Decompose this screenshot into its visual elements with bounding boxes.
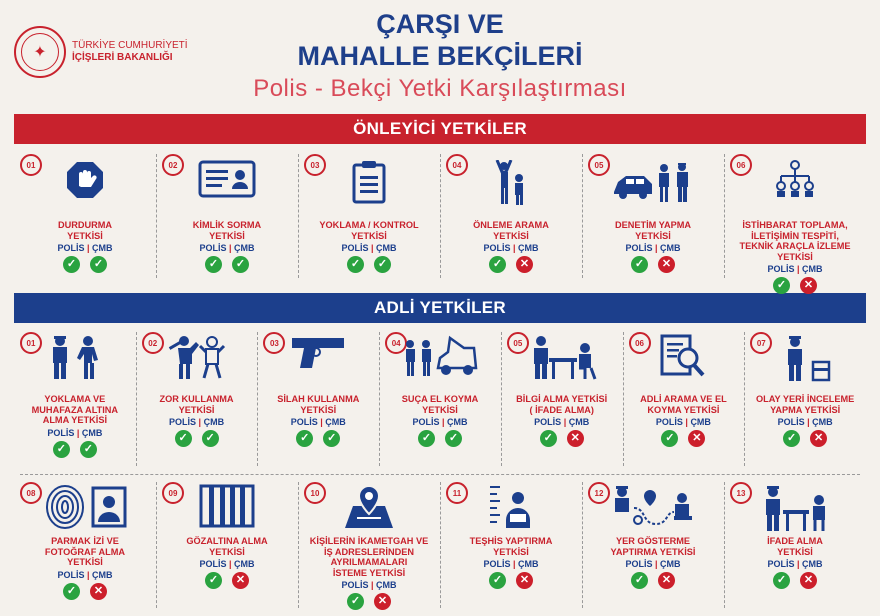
judicial-number-badge: 11: [446, 482, 468, 504]
polis-label: POLİS: [483, 243, 511, 253]
column-divider: [156, 154, 157, 278]
watchman-cross-icon: ✕: [516, 256, 533, 273]
judicial-authority-label: TEŞHİS YAPTIRMA YETKİSİ: [469, 536, 553, 557]
judicial-number-badge: 09: [162, 482, 184, 504]
judicial-status-marks: [440, 572, 582, 589]
preventive-role-header: [724, 264, 866, 274]
role-divider: |: [652, 559, 661, 569]
network-icon: [773, 160, 817, 198]
judicial-authority-label: ADLİ ARAMA VE EL KOYMA YETKİSİ: [640, 394, 727, 415]
polis-label: POLİS: [767, 559, 795, 569]
judicial-authority-label: PARMAK İZİ VE FOTOĞRAF ALMA YETKİSİ: [44, 536, 126, 567]
row-divider: [20, 474, 860, 475]
role-divider: |: [368, 580, 377, 590]
role-divider: |: [226, 559, 235, 569]
watchman-cross-icon: ✕: [658, 572, 675, 589]
polis-label: POLİS: [534, 417, 562, 427]
police-check-icon: ✓: [53, 441, 70, 458]
police-check-icon: ✓: [296, 430, 313, 447]
police-check-icon: ✓: [773, 277, 790, 294]
column-divider: [298, 154, 299, 278]
judicial-status-marks: [298, 593, 440, 610]
polis-label: POLİS: [625, 559, 653, 569]
role-divider: |: [652, 243, 661, 253]
watchman-cross-icon: ✕: [567, 430, 584, 447]
watchman-check-icon: ✓: [374, 256, 391, 273]
cmb-label: ÇMB: [325, 417, 346, 427]
ministry-seal-icon: ✦: [14, 26, 66, 78]
seizure-icon: [402, 334, 478, 378]
judicial-role-header: [724, 559, 866, 569]
watchman-check-icon: ✓: [90, 256, 107, 273]
judicial-status-marks: [724, 572, 866, 589]
judicial-card-01: [14, 324, 136, 474]
judicial-status-marks: [744, 430, 866, 447]
judicial-number-badge: 04: [385, 332, 407, 354]
judicial-authority-label: YER GÖSTERME YAPTIRMA YETKİSİ: [610, 536, 696, 557]
preventive-authority-label: ÖNLEME ARAMA YETKİSİ: [473, 220, 549, 241]
police-check-icon: ✓: [773, 572, 790, 589]
preventive-card-03: [298, 146, 440, 286]
judicial-number-badge: 10: [304, 482, 326, 504]
map-pin-icon: [343, 484, 395, 530]
role-divider: |: [794, 559, 803, 569]
judicial-card-07: [744, 324, 866, 474]
preventive-number-badge: 01: [20, 154, 42, 176]
judicial-status-marks: [501, 430, 623, 447]
judicial-number-badge: 06: [629, 332, 651, 354]
preventive-role-header: [440, 243, 582, 253]
cmb-label: ÇMB: [690, 417, 711, 427]
judicial-number-badge: 01: [20, 332, 42, 354]
polis-label: POLİS: [777, 417, 805, 427]
watchman-check-icon: ✓: [445, 430, 462, 447]
clipboard-icon: [352, 160, 386, 204]
column-divider: [136, 332, 137, 466]
fingerprint-icon: [43, 484, 127, 530]
polis-label: POLİS: [57, 569, 85, 580]
judicial-authority-label: YOKLAMA VE MUHAFAZA ALTINA ALMA YETKİSİ: [31, 394, 119, 425]
judicial-role-header: [379, 417, 501, 427]
judicial-status-marks: [14, 583, 156, 600]
police-check-icon: ✓: [661, 430, 678, 447]
judicial-status-marks: [136, 430, 258, 447]
watchman-check-icon: ✓: [323, 430, 340, 447]
watchman-cross-icon: ✕: [800, 572, 817, 589]
role-divider: |: [510, 559, 519, 569]
column-divider: [257, 332, 258, 466]
cmb-label: ÇMB: [802, 559, 823, 569]
preventive-card-05: [582, 146, 724, 286]
judicial-authority-label: ZOR KULLANMA YETKİSİ: [159, 394, 234, 415]
judicial-role-header: [14, 428, 136, 438]
polis-label: POLİS: [341, 580, 369, 590]
watchman-cross-icon: ✕: [232, 572, 249, 589]
role-divider: |: [226, 243, 235, 253]
preventive-authority-label: YOKLAMA / KONTROL YETKİSİ: [319, 220, 419, 241]
column-divider: [379, 332, 380, 466]
police-check-icon: ✓: [205, 572, 222, 589]
page-title-line-1: ÇARŞI VE: [376, 9, 504, 39]
judicial-number-badge: 08: [20, 482, 42, 504]
judicial-status-marks: [14, 441, 136, 458]
watchman-check-icon: ✓: [202, 430, 219, 447]
cmb-label: ÇMB: [234, 559, 255, 569]
cmb-label: ÇMB: [660, 243, 681, 253]
polis-label: POLİS: [655, 417, 683, 427]
cmb-label: ÇMB: [376, 580, 397, 590]
police-check-icon: ✓: [347, 256, 364, 273]
baton-icon: [166, 334, 228, 380]
pistol-icon: [290, 334, 346, 372]
judicial-authority-label: BİLGİ ALMA YETKİSİ ( İFADE ALMA): [516, 394, 608, 415]
preventive-authority-label: DURDURMA YETKİSİ: [57, 220, 113, 241]
document-search-icon: [660, 334, 706, 378]
role-divider: |: [682, 417, 691, 427]
traffic-stop-icon: [612, 160, 694, 204]
logo-line-2: İÇİŞLERİ BAKANLIĞI: [72, 52, 173, 63]
judicial-role-header: [623, 417, 745, 427]
police-check-icon: ✓: [540, 430, 557, 447]
judicial-authority-label: İFADE ALMA YETKİSİ: [767, 536, 823, 557]
preventive-status-marks: [156, 256, 298, 273]
preventive-authority-label: KİMLİK SORMA YETKİSİ: [192, 220, 262, 241]
polis-label: POLİS: [199, 243, 227, 253]
judicial-authority-label: GÖZALTINA ALMA YETKİSİ: [186, 536, 268, 557]
judicial-number-badge: 02: [142, 332, 164, 354]
police-check-icon: ✓: [63, 583, 80, 600]
polis-label: POLİS: [290, 417, 318, 427]
judicial-role-header: [582, 559, 724, 569]
column-divider: [440, 482, 441, 608]
cmb-label: ÇMB: [234, 243, 255, 253]
polis-label: POLİS: [341, 243, 369, 253]
preventive-authority-label: İSTİHBARAT TOPLAMA, İLETİŞİMİN TESPİTİ, TEKNİK ARAÇLA İZLEME YETKİSİ: [739, 220, 851, 262]
judicial-number-badge: 12: [588, 482, 610, 504]
watchman-check-icon: ✓: [232, 256, 249, 273]
judicial-banner: ADLİ YETKİLER: [14, 293, 866, 323]
cmb-label: ÇMB: [92, 243, 113, 253]
role-divider: |: [317, 417, 326, 427]
preventive-number-badge: 04: [446, 154, 468, 176]
judicial-number-badge: 03: [263, 332, 285, 354]
cmb-label: ÇMB: [568, 417, 590, 427]
column-divider: [724, 482, 725, 608]
judicial-status-marks: [379, 430, 501, 447]
cmb-label: ÇMB: [92, 569, 113, 580]
role-divider: |: [794, 264, 803, 274]
crime-scene-icon: [777, 334, 833, 382]
cmb-label: ÇMB: [376, 243, 397, 253]
cmb-label: ÇMB: [812, 417, 833, 427]
watchman-cross-icon: ✕: [658, 256, 675, 273]
preventive-number-badge: 05: [588, 154, 610, 176]
judicial-role-header: [744, 417, 866, 427]
preventive-card-01: [14, 146, 156, 286]
watchman-cross-icon: ✕: [374, 593, 391, 610]
judicial-card-12: [582, 474, 724, 616]
preventive-card-04: [440, 146, 582, 286]
judicial-card-03: [257, 324, 379, 474]
judicial-role-header: [440, 559, 582, 569]
watchman-cross-icon: ✕: [516, 572, 533, 589]
preventive-number-badge: 02: [162, 154, 184, 176]
judicial-card-09: [156, 474, 298, 616]
police-check-icon: ✓: [783, 430, 800, 447]
stop-hand-icon: [65, 160, 105, 200]
police-check-icon: ✓: [205, 256, 222, 273]
polis-label: POLİS: [412, 417, 440, 427]
preventive-authority-label: DENETİM YAPMA YETKİSİ: [614, 220, 692, 241]
role-divider: |: [439, 417, 448, 427]
role-divider: |: [196, 417, 204, 427]
watchman-check-icon: ✓: [80, 441, 97, 458]
judicial-role-header: [501, 417, 623, 427]
polis-label: POLİS: [57, 243, 85, 253]
preventive-card-06: [724, 146, 866, 291]
judicial-status-marks: [582, 572, 724, 589]
judicial-card-04: [379, 324, 501, 474]
police-check-icon: ✓: [418, 430, 435, 447]
preventive-status-marks: [582, 256, 724, 273]
cmb-label: ÇMB: [660, 559, 681, 569]
logo-line-1: TÜRKİYE CUMHURİYETİ: [72, 40, 188, 51]
judicial-card-02: [136, 324, 258, 474]
role-divider: |: [74, 427, 82, 438]
preventive-number-badge: 06: [730, 154, 752, 176]
judicial-status-marks: [257, 430, 379, 447]
preventive-card-02: [156, 146, 298, 286]
role-divider: |: [84, 569, 93, 580]
column-divider: [582, 154, 583, 278]
preventive-status-marks: [440, 256, 582, 273]
judicial-card-05: [501, 324, 623, 474]
judicial-role-header: [156, 559, 298, 569]
column-divider: [724, 154, 725, 278]
watchman-cross-icon: ✕: [800, 277, 817, 294]
page-title-line-2: MAHALLE BEKÇİLERİ: [297, 41, 583, 71]
judicial-card-11: [440, 474, 582, 616]
statement-icon: [759, 484, 831, 532]
polis-label: POLİS: [767, 264, 795, 274]
police-check-icon: ✓: [347, 593, 364, 610]
polis-label: POLİS: [199, 559, 227, 569]
judicial-authority-label: SİLAH KULLANMA YETKİSİ: [277, 394, 360, 415]
polis-label: POLİS: [169, 417, 197, 427]
lineup-icon: [488, 484, 534, 530]
police-check-icon: ✓: [631, 256, 648, 273]
role-divider: |: [84, 243, 93, 253]
judicial-status-marks: [623, 430, 745, 447]
cmb-label: ÇMB: [447, 417, 468, 427]
preventive-role-header: [582, 243, 724, 253]
watchman-cross-icon: ✕: [810, 430, 827, 447]
role-divider: |: [561, 417, 569, 427]
interrogation-icon: [527, 334, 597, 380]
preventive-status-marks: [298, 256, 440, 273]
preventive-status-marks: [724, 277, 866, 294]
police-check-icon: ✓: [631, 572, 648, 589]
police-check-icon: ✓: [489, 256, 506, 273]
preventive-role-header: [14, 243, 156, 253]
judicial-card-10: [298, 474, 440, 616]
role-divider: |: [804, 417, 813, 427]
judicial-card-06: [623, 324, 745, 474]
column-divider: [501, 332, 502, 466]
preventive-banner: ÖNLEYİCİ YETKİLER: [14, 114, 866, 144]
polis-label: POLİS: [625, 243, 653, 253]
column-divider: [582, 482, 583, 608]
preventive-number-badge: 03: [304, 154, 326, 176]
judicial-role-header: [136, 417, 258, 427]
judicial-number-badge: 07: [750, 332, 772, 354]
preventive-status-marks: [14, 256, 156, 273]
cmb-label: ÇMB: [203, 417, 225, 427]
id-card-icon: [198, 160, 256, 198]
polis-label: POLİS: [47, 427, 75, 438]
frisk-icon: [494, 160, 528, 206]
page-subtitle: Polis - Bekçi Yetki Karşılaştırması: [253, 75, 627, 102]
route-icon: [612, 484, 694, 530]
judicial-card-13: [724, 474, 866, 616]
judicial-number-badge: 05: [507, 332, 529, 354]
cmb-label: ÇMB: [518, 243, 539, 253]
jail-bars-icon: [199, 484, 255, 528]
police-check-icon: ✓: [175, 430, 192, 447]
watchman-cross-icon: ✕: [90, 583, 107, 600]
column-divider: [440, 154, 441, 278]
judicial-authority-label: OLAY YERİ İNCELEME YAPMA YETKİSİ: [755, 394, 855, 415]
role-divider: |: [510, 243, 519, 253]
custody-icon: [46, 334, 104, 380]
judicial-role-header: [257, 417, 379, 427]
judicial-role-header: [298, 580, 440, 590]
preventive-role-header: [156, 243, 298, 253]
watchman-cross-icon: ✕: [688, 430, 705, 447]
cmb-label: ÇMB: [81, 427, 103, 438]
cmb-label: ÇMB: [802, 264, 823, 274]
preventive-role-header: [298, 243, 440, 253]
judicial-authority-label: KİŞİLERİN İKAMETGAH VE İŞ ADRESLERİNDEN AYRILMAMALARI İSTEME YETKİSİ: [309, 536, 429, 578]
column-divider: [744, 332, 745, 466]
judicial-card-08: [14, 474, 156, 616]
polis-label: POLİS: [483, 559, 511, 569]
cmb-label: ÇMB: [518, 559, 539, 569]
column-divider: [156, 482, 157, 608]
judicial-status-marks: [156, 572, 298, 589]
police-check-icon: ✓: [489, 572, 506, 589]
role-divider: |: [368, 243, 377, 253]
police-check-icon: ✓: [63, 256, 80, 273]
column-divider: [623, 332, 624, 466]
judicial-role-header: [14, 570, 156, 580]
judicial-number-badge: 13: [730, 482, 752, 504]
column-divider: [298, 482, 299, 608]
judicial-authority-label: SUÇA EL KOYMA YETKİSİ: [401, 394, 479, 415]
